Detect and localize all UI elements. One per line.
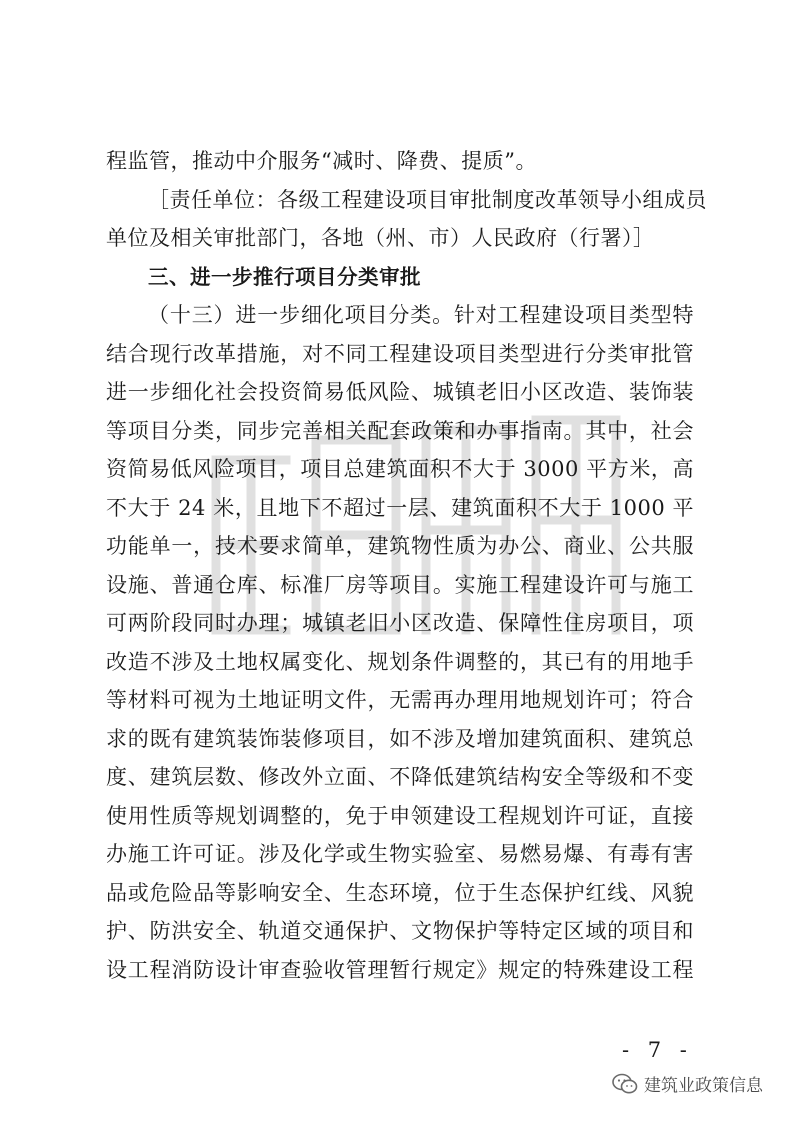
text-line: 办施工许可证。涉及化学或生物实验室、易燃易爆、有毒有害 <box>106 842 694 866</box>
section-heading: 三、进一步推行项目分类审批 <box>148 264 421 289</box>
text-line: 结合现行改革措施，对不同工程建设项目类型进行分类审批管 <box>106 341 694 366</box>
wechat-icon <box>612 1073 638 1095</box>
text-line: 程监管，推动中介服务“减时、降费、提质”。 <box>106 149 537 173</box>
body-text <box>106 142 707 989</box>
footer-brand[interactable] <box>612 1071 763 1096</box>
text-line: 品或危险品等影响安全、生态环境，位于生态保护红线、风貌 <box>106 880 694 905</box>
text-line: 使用性质等规划调整的，免于申领建设工程规划许可证，直接 <box>106 803 694 828</box>
text-line: 求的既有建筑装饰装修项目，如不涉及增加建筑面积、建筑总 <box>106 726 694 751</box>
text-line: 等材料可视为土地证明文件，无需再办理用地规划许可；符合 <box>106 688 694 712</box>
page-number: - 7 - <box>622 1038 693 1062</box>
responsibility-line: ［责任单位：各级工程建设项目审批制度改革领导小组成员 <box>148 187 707 212</box>
text-line: 可两阶段同时办理；城镇老旧小区改造、保障性住房项目，项 <box>106 611 694 635</box>
text-line: 功能单一，技术要求简单，建筑物性质为办公、商业、公共服 <box>106 534 694 558</box>
text-line: 度、建筑层数、修改外立面、不降低建筑结构安全等级和不变 <box>106 765 694 789</box>
responsibility-line: 单位及相关审批部门，各地（州、市）人民政府（行署）］ <box>106 226 655 250</box>
text-line: 等项目分类，同步完善相关配套政策和办事指南。其中，社会 <box>106 418 694 443</box>
text-line: 资简易低风险项目，项目总建筑面积不大于 3000 平方米，高 <box>106 457 694 481</box>
text-line: 设工程消防设计审查验收管理暂行规定》规定的特殊建设工程 <box>106 957 694 982</box>
footer-brand-label: 建筑业政策信息 <box>644 1076 763 1096</box>
text-line: 护、防洪安全、轨道交通保护、文物保护等特定区域的项目和 <box>106 919 694 943</box>
text-line: 不大于 24 米，且地下不超过一层、建筑面积不大于 1000 平 <box>106 495 694 520</box>
text-line: （十三）进一步细化项目分类。针对工程建设项目类型特 <box>148 303 694 327</box>
text-line: 设施、普通仓库、标准厂房等项目。实施工程建设许可与施工 <box>106 572 694 597</box>
text-line: 进一步细化社会投资简易低风险、城镇老旧小区改造、装饰装 <box>106 380 694 404</box>
text-line: 改造不涉及土地权属变化、规划条件调整的，其已有的用地手 <box>106 649 694 674</box>
